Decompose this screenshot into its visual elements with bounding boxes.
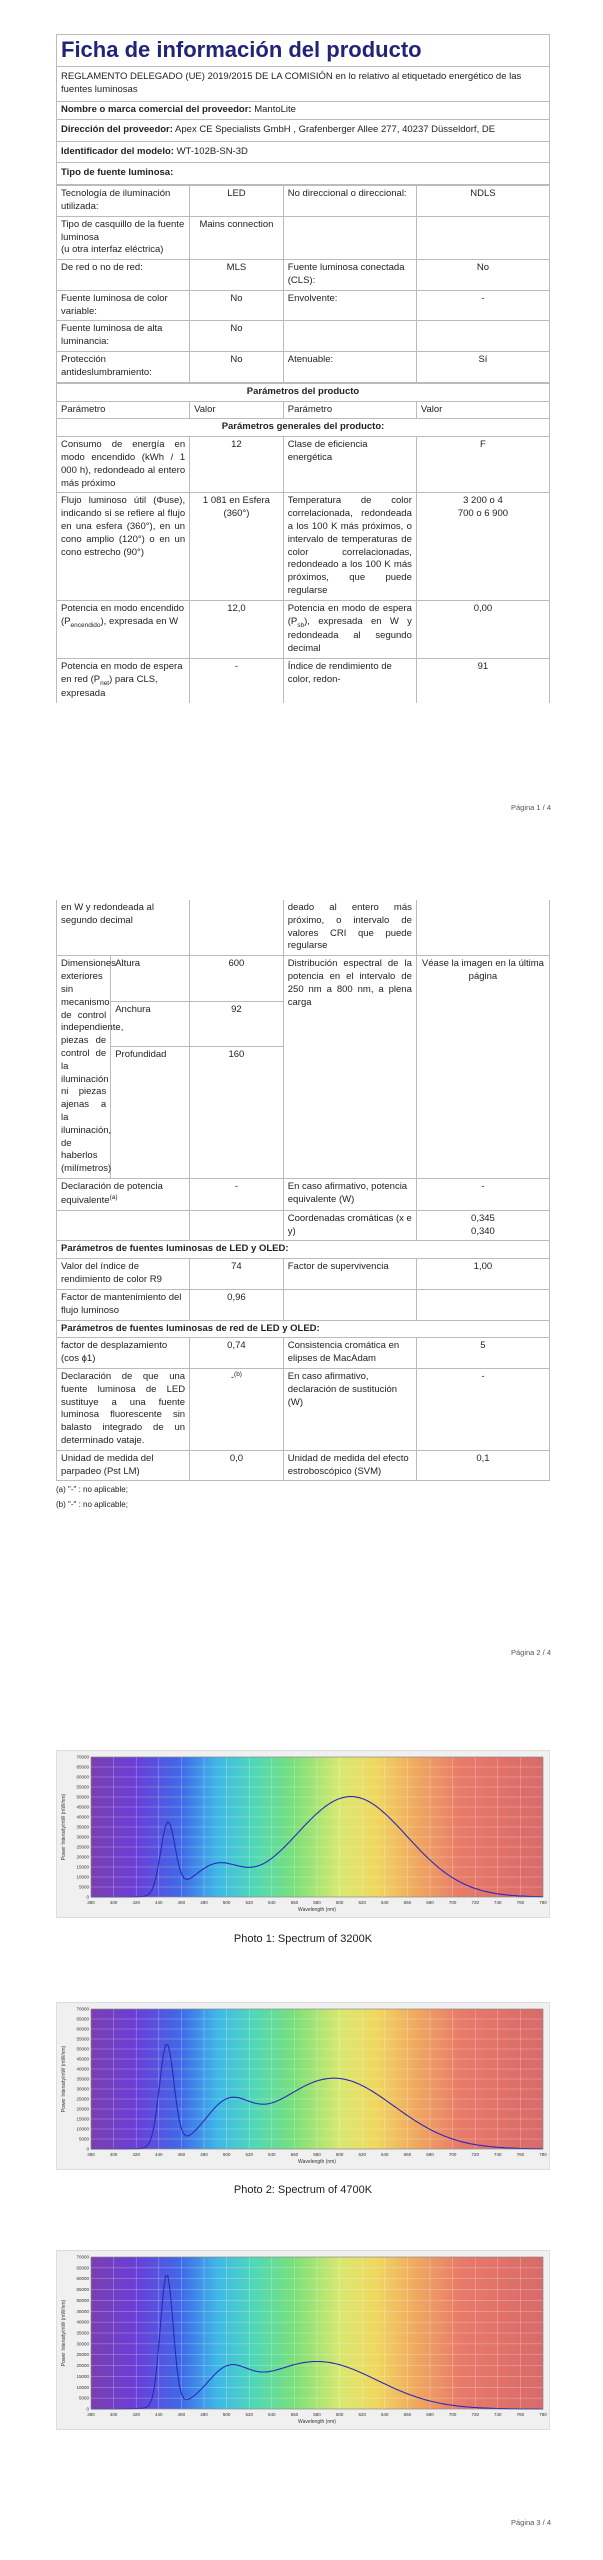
y-tick-label: 5000	[78, 2136, 89, 2142]
supplier-name: MantoLite	[254, 103, 296, 115]
y-tick-label: 55000	[76, 1784, 89, 1790]
pnet-label-continued: en W y redondeada al segundo decimal	[57, 900, 190, 956]
cct-value-2: 700 o 6 900	[457, 508, 509, 520]
x-tick-label: 520	[245, 2152, 253, 2157]
x-tick-label: 560	[290, 2412, 299, 2417]
spectrum-svg-3	[57, 2251, 551, 2431]
pon-value: 12,0	[190, 600, 284, 658]
r9-label: Valor del índice de rendimiento de color R9	[57, 1259, 190, 1290]
eqpow2-value: -	[416, 1179, 549, 1211]
product-sheet-page-1	[56, 34, 550, 703]
repl2-label: En caso afirmativo, declaración de sustitución (W)	[283, 1368, 416, 1450]
x-tick-label: 720	[471, 1900, 479, 1905]
header-table	[56, 66, 550, 185]
y-tick-label: 50000	[76, 1794, 89, 1800]
cct-label: Temperatura de color correlacionada, redondeada a los 100 K más próximos, o intervalo de temperaturas de color correlacionadas, redondeado a los 100 K más próximos, que puede regularse	[283, 493, 416, 601]
y-tick-label: 30000	[76, 2086, 89, 2092]
empty-cell	[416, 1289, 549, 1320]
supplier-address-row	[57, 119, 550, 141]
cap-label-cell	[57, 216, 190, 259]
dim-label: Atenuable:	[283, 352, 416, 383]
repl2-value: -	[416, 1368, 549, 1450]
repl-value: -	[230, 1372, 235, 1384]
dim-width-value: 92	[190, 1001, 284, 1046]
page-title: Ficha de información del producto	[56, 34, 550, 66]
cap-label: Tipo de casquillo de la fuente luminosa	[61, 218, 185, 243]
x-tick-label: 600	[335, 2152, 344, 2157]
x-tick-label: 600	[335, 1900, 344, 1905]
y-tick-label: 65000	[76, 2016, 89, 2022]
x-tick-label: 480	[200, 2152, 208, 2157]
y-tick-label: 20000	[76, 1854, 89, 1860]
cct-value-cell	[416, 493, 549, 601]
empty-cell	[416, 216, 549, 259]
dir-value: NDLS	[416, 186, 549, 217]
energy-value: 12	[190, 437, 284, 493]
psb-label: Potencia en modo de espera (P	[287, 602, 412, 627]
pst-label: Unidad de medida del parpadeo (Pst LM)	[57, 1450, 190, 1481]
psb-label-cell	[283, 600, 416, 658]
repl-sup: (b)	[234, 1370, 242, 1378]
color-value: No	[190, 290, 284, 321]
footnote-a: (a) "-" : no aplicable;	[56, 1485, 128, 1495]
x-tick-label: 560	[290, 2152, 299, 2157]
r9-value: 74	[190, 1259, 284, 1290]
y-tick-label: 35000	[76, 2330, 89, 2336]
dim-depth-label: Profundidad	[111, 1047, 190, 1179]
disp-label: factor de desplazamiento (cos ϕ1)	[57, 1338, 190, 1369]
supplier-name-row	[57, 101, 550, 119]
dim-value: Sí	[416, 352, 549, 383]
eqpow-sup: (a)	[109, 1193, 118, 1201]
x-tick-label: 680	[426, 1900, 434, 1905]
mains-label: De red o no de red:	[57, 260, 190, 291]
dims-label: Dimensiones exteriores sin mecanismo de control independiente, piezas de control de la iluminación ni piezas ajenas a la iluminación, de haberlos (milímetros)	[57, 956, 111, 1179]
x-tick-label: 680	[426, 2412, 434, 2417]
x-tick-label: 380	[87, 2412, 95, 2417]
surv-label: Factor de supervivencia	[283, 1259, 416, 1290]
y-tick-label: 35000	[76, 2076, 89, 2082]
footnote-b: (b) "-" : no aplicable;	[56, 1500, 128, 1510]
x-tick-label: 720	[471, 2412, 479, 2417]
spectrum-caption-1: Photo 1: Spectrum of 3200K	[233, 1933, 373, 1945]
y-tick-label: 25000	[76, 1844, 89, 1850]
y-tick-label: 50000	[76, 2297, 89, 2303]
y-tick-label: 70000	[76, 2254, 89, 2260]
y-tick-label: 30000	[76, 1834, 89, 1840]
svm-label: Unidad de medida del efecto estroboscópico (SVM)	[283, 1450, 416, 1481]
y-tick-label: 40000	[76, 1814, 89, 1820]
tech-label: Tecnología de iluminación utilizada:	[57, 186, 190, 217]
y-tick-label: 70000	[76, 2006, 89, 2012]
y-tick-label: 40000	[76, 2066, 89, 2072]
x-tick-label: 580	[313, 1900, 321, 1905]
y-tick-label: 5000	[78, 2395, 89, 2401]
x-tick-label: 660	[403, 2152, 412, 2157]
x-tick-label: 460	[177, 2152, 186, 2157]
spd-value: Véase la imagen en la última página	[416, 956, 549, 1179]
page-number: Página 3 / 4	[510, 2518, 551, 2527]
x-tick-label: 380	[87, 1900, 95, 1905]
empty-cell	[416, 900, 549, 956]
glare-label: Protección antideslumbramiento:	[57, 352, 190, 383]
y-tick-label: 50000	[76, 2046, 89, 2052]
y-tick-label: 15000	[76, 2373, 89, 2379]
y-tick-label: 25000	[76, 2352, 89, 2358]
params-header: Parámetros del producto	[57, 383, 550, 401]
cap-note: (u otra interfaz eléctrica)	[61, 244, 164, 256]
pnet-value: -	[190, 659, 284, 704]
x-tick-label: 500	[222, 2412, 231, 2417]
surv-value: 1,00	[416, 1259, 549, 1290]
x-tick-label: 660	[403, 2412, 412, 2417]
page-2	[0, 900, 603, 1700]
x-tick-label: 420	[132, 1900, 140, 1905]
y-tick-label: 65000	[76, 2265, 89, 2271]
x-tick-label: 580	[313, 2152, 321, 2157]
x-tick-label: 500	[222, 2152, 231, 2157]
spectrum-chart-1	[56, 1750, 550, 1918]
supplier-name-label: Nombre o marca comercial del proveedor:	[61, 103, 252, 115]
x-tick-label: 420	[132, 2152, 140, 2157]
x-tick-label: 520	[245, 2412, 253, 2417]
chroma-x: 0,345	[471, 1212, 495, 1224]
y-tick-label: 70000	[76, 1754, 89, 1760]
empty-cell	[57, 1210, 190, 1241]
dim-depth-value: 160	[190, 1047, 284, 1179]
spectrum-chart-2	[56, 2002, 550, 2170]
x-tick-label: 380	[87, 2152, 95, 2157]
x-tick-label: 640	[381, 2152, 389, 2157]
empty-cell	[190, 900, 284, 956]
model-id: WT-102B-SN-3D	[176, 145, 248, 157]
flux-label: Flujo luminoso útil (Φuse), indicando si se refiere al flujo en una esfera (360°), en un cono amplio (120°) o en un cono estrecho (90°)	[57, 493, 190, 601]
y-tick-label: 60000	[76, 2026, 89, 2032]
pnet-label-cell	[57, 659, 190, 704]
y-tick-label: 15000	[76, 1864, 89, 1870]
x-tick-label: 440	[155, 2412, 163, 2417]
x-tick-label: 780	[539, 1900, 547, 1905]
x-tick-label: 440	[155, 2152, 163, 2157]
model-label: Identificador del modelo:	[61, 145, 174, 157]
x-tick-label: 780	[539, 2412, 547, 2417]
y-tick-label: 10000	[76, 1874, 89, 1880]
col-value: Valor	[416, 401, 549, 419]
x-tick-label: 700	[448, 2152, 457, 2157]
y-tick-label: 60000	[76, 1774, 89, 1780]
cri-value: 91	[416, 659, 549, 704]
x-tick-label: 400	[109, 1900, 118, 1905]
chroma-y: 0,340	[471, 1225, 495, 1237]
x-tick-label: 700	[448, 1900, 457, 1905]
params-table	[56, 383, 550, 704]
eqpow2-label: En caso afirmativo, potencia equivalente (W)	[283, 1179, 416, 1211]
pst-value: 0,0	[190, 1450, 284, 1481]
eff-label: Clase de eficiencia energética	[283, 437, 416, 493]
y-tick-label: 10000	[76, 2126, 89, 2132]
regulation-text: REGLAMENTO DELEGADO (UE) 2019/2015 DE LA COMISIÓN en lo relativo al etiquetado energético de las fuentes luminosas	[57, 67, 550, 102]
maint-label: Factor de mantenimiento del flujo luminoso	[57, 1289, 190, 1320]
x-tick-label: 760	[516, 2412, 525, 2417]
x-tick-label: 420	[132, 2412, 140, 2417]
env-label: Envolvente:	[283, 290, 416, 321]
x-tick-label: 700	[448, 2412, 457, 2417]
x-tick-label: 720	[471, 2152, 479, 2157]
y-tick-label: 0	[86, 1894, 89, 1900]
spectrum-caption-2: Photo 2: Spectrum of 4700K	[233, 2184, 373, 2196]
pon-label: Potencia en modo encendido (P	[61, 602, 185, 627]
mains-value: MLS	[190, 260, 284, 291]
cri-label-part2: deado al entero más próximo, o intervalo de valores CRI que puede regularse	[283, 900, 416, 956]
dim-height-label: Altura	[111, 956, 190, 1001]
eqpow-label-cell	[57, 1179, 190, 1211]
x-tick-label: 540	[268, 2152, 276, 2157]
page-1	[0, 0, 603, 830]
x-axis-label: Wavelength (nm)	[298, 1907, 336, 1913]
y-tick-label: 35000	[76, 1824, 89, 1830]
x-tick-label: 440	[155, 1900, 163, 1905]
x-tick-label: 480	[200, 2412, 208, 2417]
spectrum-chart-3	[56, 2250, 550, 2430]
y-tick-label: 40000	[76, 2319, 89, 2325]
ledmains-header: Parámetros de fuentes luminosas de red de LED y OLED:	[57, 1320, 550, 1338]
y-tick-label: 0	[86, 2406, 89, 2412]
x-tick-label: 620	[358, 2412, 366, 2417]
x-tick-label: 780	[539, 2152, 547, 2157]
pnet-sub: net	[100, 679, 110, 687]
eqpow-label: Declaración de potencia equivalente	[61, 1181, 163, 1207]
pnet-label-tail: ) para CLS, expresada	[61, 673, 158, 700]
spd-label: Distribución espectral de la potencia en el intervalo de 250 nm a 800 nm, a plena carga	[283, 956, 416, 1179]
x-tick-label: 400	[109, 2152, 118, 2157]
eff-value: F	[416, 437, 549, 493]
page-number: Página 2 / 4	[510, 1648, 551, 1657]
y-tick-label: 10000	[76, 2384, 89, 2390]
x-axis-label: Wavelength (nm)	[298, 2159, 336, 2165]
empty-cell	[283, 321, 416, 352]
cls-label: Fuente luminosa conectada (CLS):	[283, 260, 416, 291]
hl-label: Fuente luminosa de alta luminancia:	[57, 321, 190, 352]
chroma-label: Coordenadas cromáticas (x e y)	[283, 1210, 416, 1241]
x-tick-label: 460	[177, 2412, 186, 2417]
product-sheet-page-2	[56, 900, 550, 1511]
x-tick-label: 660	[403, 1900, 412, 1905]
eqpow-value: -	[190, 1179, 284, 1211]
dim-width-label: Anchura	[111, 1001, 190, 1046]
pon-sub: encendido	[70, 621, 101, 629]
cct-value-1: 3 200 o 4	[463, 495, 503, 507]
col-param: Parámetro	[57, 401, 190, 419]
col-param: Parámetro	[283, 401, 416, 419]
dim-height-value: 600	[190, 956, 284, 1001]
y-tick-label: 30000	[76, 2341, 89, 2347]
params-table-continued	[56, 900, 550, 1481]
y-tick-label: 45000	[76, 2308, 89, 2314]
x-tick-label: 400	[109, 2412, 118, 2417]
y-tick-label: 45000	[76, 1804, 89, 1810]
empty-cell	[283, 216, 416, 259]
y-tick-label: 5000	[78, 1884, 89, 1890]
x-tick-label: 600	[335, 2412, 344, 2417]
cls-value: No	[416, 260, 549, 291]
page-3	[0, 1730, 603, 2560]
supplier-address-label: Dirección del proveedor:	[61, 123, 173, 135]
y-tick-label: 15000	[76, 2116, 89, 2122]
y-axis-label: Power Intensity/mW (mW/nm)	[61, 2045, 67, 2113]
y-tick-label: 20000	[76, 2106, 89, 2112]
general-header: Parámetros generales del producto:	[57, 419, 550, 437]
y-tick-label: 60000	[76, 2276, 89, 2282]
x-tick-label: 540	[268, 1900, 276, 1905]
x-tick-label: 620	[358, 2152, 366, 2157]
x-tick-label: 740	[494, 1900, 502, 1905]
model-row	[57, 141, 550, 163]
pon-label-cell	[57, 600, 190, 658]
col-value: Valor	[190, 401, 284, 419]
glare-value: No	[190, 352, 284, 383]
x-tick-label: 540	[268, 2412, 276, 2417]
pnet-label: Potencia en modo de espera en red (P	[61, 661, 183, 685]
supplier-address: Apex CE Specialists GmbH , Grafenberger Allee 277, 40237 Düsseldorf, DE	[175, 123, 496, 135]
x-tick-label: 460	[177, 1900, 186, 1905]
x-tick-label: 500	[222, 1900, 231, 1905]
macadam-label: Consistencia cromática en elipses de MacAdam	[283, 1338, 416, 1369]
y-tick-label: 25000	[76, 2096, 89, 2102]
x-tick-label: 740	[494, 2152, 502, 2157]
x-tick-label: 640	[381, 1900, 389, 1905]
x-tick-label: 520	[245, 1900, 253, 1905]
y-tick-label: 55000	[76, 2036, 89, 2042]
x-tick-label: 580	[313, 2412, 321, 2417]
y-tick-label: 45000	[76, 2056, 89, 2062]
env-value: -	[416, 290, 549, 321]
maint-value: 0,96	[190, 1289, 284, 1320]
spectrum-svg-1	[57, 1751, 551, 1919]
empty-cell	[416, 321, 549, 352]
repl-value-cell	[190, 1368, 284, 1450]
y-axis-label: Power Intensity/mW (mW/nm)	[61, 2299, 67, 2367]
x-tick-label: 680	[426, 2152, 434, 2157]
x-tick-label: 740	[494, 2412, 502, 2417]
x-tick-label: 620	[358, 1900, 366, 1905]
svm-value: 0,1	[416, 1450, 549, 1481]
x-tick-label: 560	[290, 1900, 299, 1905]
x-tick-label: 480	[200, 1900, 208, 1905]
source-type-table	[56, 185, 550, 383]
page-number: Página 1 / 4	[510, 803, 551, 812]
y-tick-label: 20000	[76, 2363, 89, 2369]
x-axis-label: Wavelength (nm)	[298, 2419, 336, 2425]
repl-label: Declaración de que una fuente luminosa de LED sustituye a una fuente luminosa fluorescente sin balasto integrado de un determinado vataje.	[57, 1368, 190, 1450]
empty-cell	[190, 1210, 284, 1241]
led-header: Parámetros de fuentes luminosas de LED y OLED:	[57, 1241, 550, 1259]
chroma-value-cell	[416, 1210, 549, 1241]
x-tick-label: 640	[381, 2412, 389, 2417]
y-tick-label: 65000	[76, 1764, 89, 1770]
disp-value: 0,74	[190, 1338, 284, 1369]
cap-value: Mains connection	[190, 216, 284, 259]
flux-value: 1 081 en Esfera (360°)	[190, 493, 284, 601]
tech-value: LED	[190, 186, 284, 217]
x-tick-label: 760	[516, 1900, 525, 1905]
color-label: Fuente luminosa de color variable:	[57, 290, 190, 321]
y-tick-label: 0	[86, 2146, 89, 2152]
spectrum-svg-2	[57, 2003, 551, 2171]
hl-value: No	[190, 321, 284, 352]
x-tick-label: 760	[516, 2152, 525, 2157]
y-axis-label: Power Intensity/mW (mW/nm)	[61, 1793, 67, 1861]
dir-label: No direccional o direccional:	[283, 186, 416, 217]
psb-value: 0,00	[416, 600, 549, 658]
empty-cell	[283, 1289, 416, 1320]
psb-label-tail: ), expresada en W y redondeada al segundo decimal	[287, 615, 412, 655]
y-tick-label: 55000	[76, 2287, 89, 2293]
pon-label-tail: ), expresada en W	[100, 615, 179, 627]
source-type-label: Tipo de fuente luminosa:	[57, 163, 550, 185]
cri-label-part1: Índice de rendimiento de color, redon-	[283, 659, 416, 704]
macadam-value: 5	[416, 1338, 549, 1369]
psb-sub: sb	[297, 621, 305, 629]
energy-label: Consumo de energía en modo encendido (kWh / 1 000 h), redondeado al entero más próximo	[57, 437, 190, 493]
